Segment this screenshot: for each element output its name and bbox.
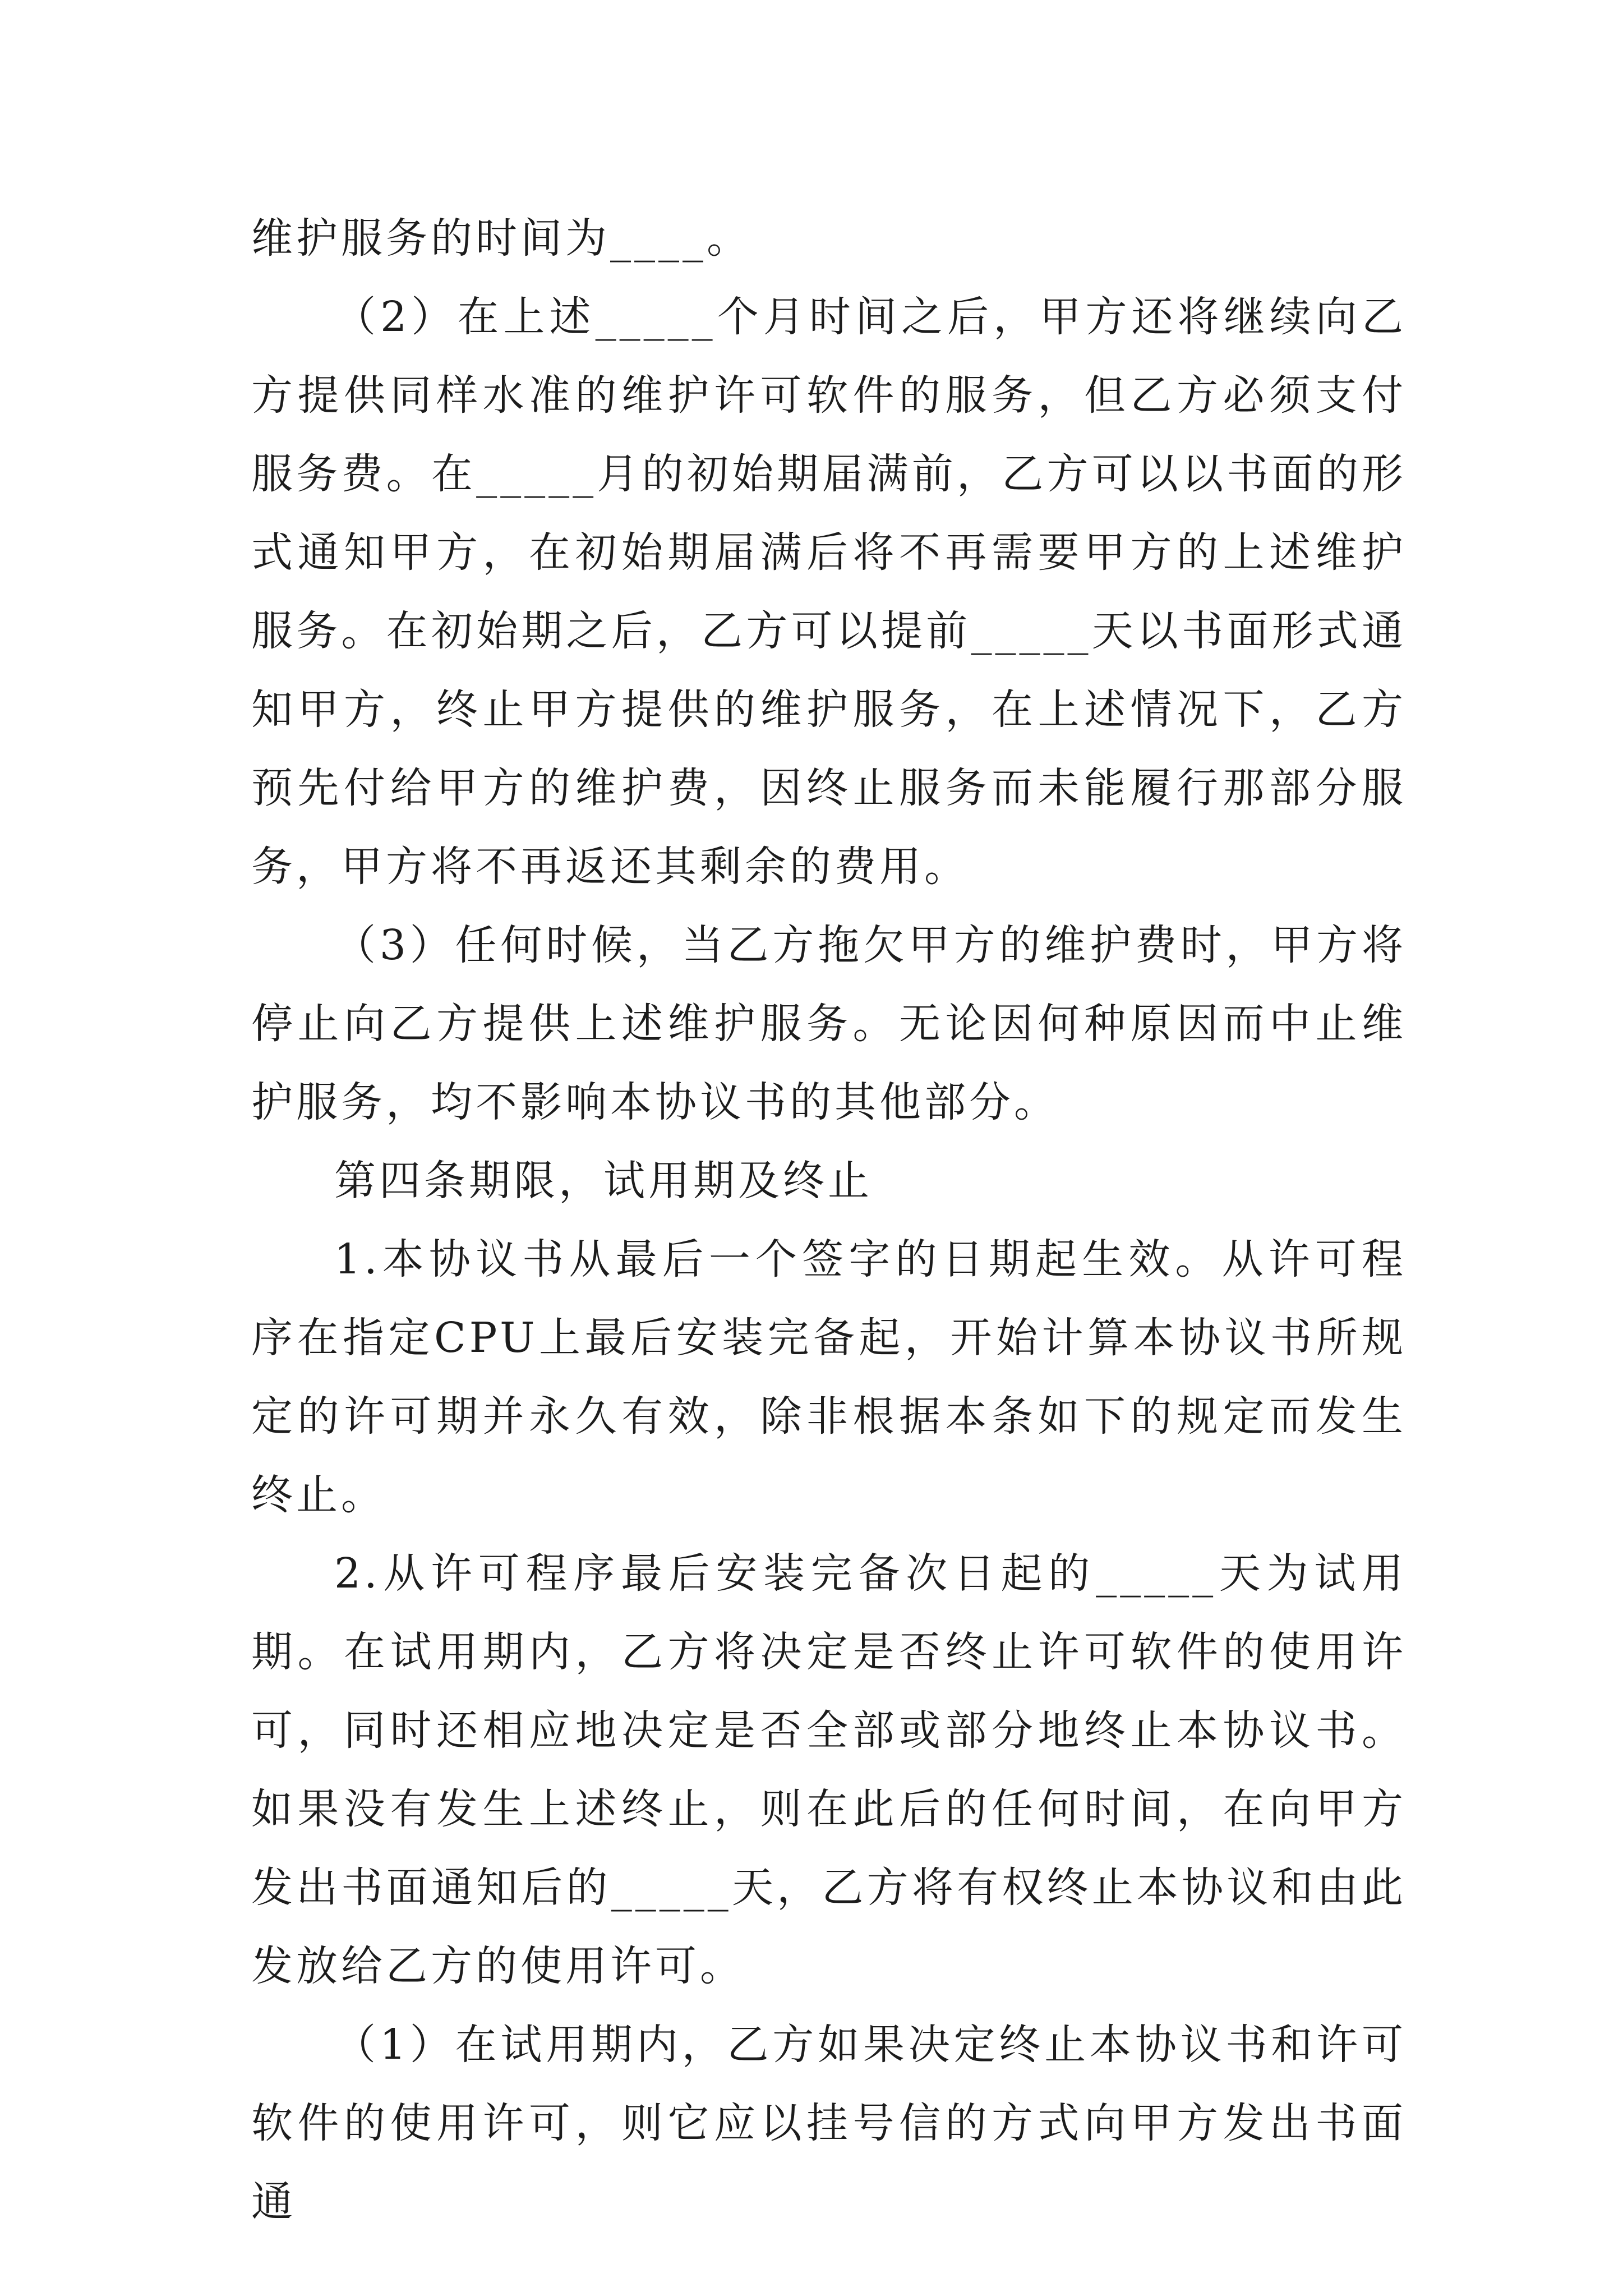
paragraph-subitem-1: （1）在试用期内，乙方如果决定终止本协议书和许可软件的使用许可，则它应以挂号信的方式向甲方发出书面通: [251, 2021, 1407, 2226]
paragraph-item-1: 1.本协议书从最后一个签字的日期起生效。从许可程序在指定CPU上最后安装完备起，开始计算本协议书所规定的许可期并永久有效，除非根据本条如下的规定而发生终止。: [251, 1235, 1407, 1519]
paragraph-clause-3: （3）任何时候，当乙方拖欠甲方的维护费时，甲方将停止向乙方提供上述维护服务。无论因何种原因而中止维护服务，均不影响本协议书的其他部分。: [251, 921, 1407, 1126]
section-heading-article-4: 第四条期限，试用期及终止: [334, 1157, 873, 1205]
paragraph-maintenance-period: 维护服务的时间为____。: [251, 214, 751, 263]
paragraph-clause-2: （2）在上述_____个月时间之后，甲方还将继续向乙方提供同样水准的维护许可软件的服务，但乙方必须支付服务费。在_____月的初始期届满前，乙方可以以书面的形式通知甲方，在初始期届满后将不再需要甲方的上述维护服务。在初始期之后，乙方可以提前_____天以书面形式通知甲方，终止甲方提供的维护服务，在上述情况下，乙方预先付给甲方的维护费，因终止服务而未能履行那部分服务，甲方将不再返还其剩余的费用。: [251, 293, 1407, 891]
document-body: [251, 199, 1407, 2241]
paragraph-item-2: 2.从许可程序最后安装完备次日起的_____天为试用期。在试用期内，乙方将决定是否终止许可软件的使用许可，同时还相应地决定是否全部或部分地终止本协议书。如果没有发生上述终止，则在此后的任何时间，在向甲方发出书面通知后的_____天，乙方将有权终止本协议和由此发放给乙方的使用许可。: [251, 1549, 1407, 1990]
